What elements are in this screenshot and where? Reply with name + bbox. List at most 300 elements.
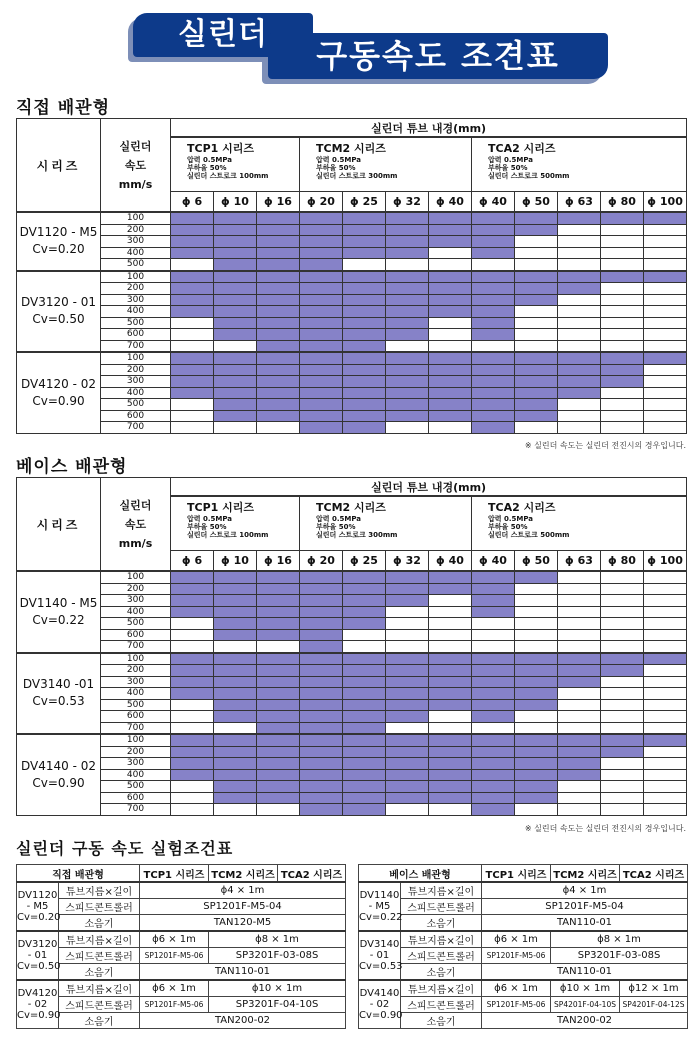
speed-value: 100 <box>101 653 171 665</box>
speed-cell-ok <box>214 606 257 618</box>
tube-size: ϕ12 × 1m <box>620 980 688 997</box>
speed-value: 300 <box>101 294 171 306</box>
speed-row <box>17 665 687 677</box>
speed-cell-ok <box>601 746 644 758</box>
speed-row <box>17 283 687 295</box>
speed-cell-ok <box>343 571 386 583</box>
speed-cell-empty <box>558 699 601 711</box>
group-pressure: 압력 0.5MPa <box>316 515 361 523</box>
test-valve-line: DV3120 <box>17 939 58 950</box>
speed-cell-empty <box>644 387 687 399</box>
speed-cell-ok <box>644 653 687 665</box>
series-group-0 <box>171 137 300 192</box>
speed-cell-empty <box>601 722 644 734</box>
series-group-1 <box>300 496 472 551</box>
speed-header-line: 실린더 <box>119 139 152 153</box>
speed-cell-ok <box>386 699 429 711</box>
test-condition-label: 튜브지름×길이 <box>401 882 482 899</box>
speed-cell-ok <box>343 699 386 711</box>
speed-header-line: 속도 <box>124 158 147 172</box>
speed-cell-ok <box>214 653 257 665</box>
speed-cell-ok <box>300 629 343 641</box>
speed-cell-ok <box>300 212 343 224</box>
speed-row <box>17 769 687 781</box>
group-load: 부하율 50% <box>488 164 528 172</box>
speed-cell-ok <box>171 688 214 700</box>
series-group-1 <box>300 137 472 192</box>
speed-value: 200 <box>101 746 171 758</box>
speed-cell-ok <box>171 352 214 364</box>
tube-size: ϕ10 × 1m <box>551 980 620 997</box>
bore-0: ϕ 6 <box>171 192 214 213</box>
speed-cell-ok <box>472 294 515 306</box>
speed-cell-empty <box>214 422 257 434</box>
speed-cell-empty <box>601 340 644 352</box>
speed-cell-ok <box>429 734 472 746</box>
speed-cell-ok <box>343 595 386 607</box>
valve-model <box>17 352 101 433</box>
speed-cell-ok <box>300 618 343 630</box>
speed-cell-ok <box>429 410 472 422</box>
speed-cell-empty <box>558 641 601 653</box>
speed-cell-empty <box>472 629 515 641</box>
test-valve-model <box>17 882 59 931</box>
speed-value: 200 <box>101 224 171 236</box>
valve-name: DV3120 - 01 <box>20 295 96 310</box>
speed-cell-ok <box>257 571 300 583</box>
speed-row <box>17 711 687 723</box>
speed-row <box>17 236 687 248</box>
speed-cell-ok <box>429 212 472 224</box>
speed-cell-ok <box>171 769 214 781</box>
speed-header-line: mm/s <box>118 536 153 550</box>
group-load: 부하율 50% <box>316 164 356 172</box>
speed-cell-ok <box>214 734 257 746</box>
speed-cell-ok <box>257 259 300 271</box>
valve-name: DV4120 - 02 <box>20 376 96 391</box>
banner-title-line1: 실린더 <box>178 17 268 52</box>
test-valve-line: - 02 <box>369 999 390 1010</box>
test-section-title: 실린더 구동 속도 실험조건표 <box>16 839 234 858</box>
speed-cell-ok <box>601 653 644 665</box>
speed-cell-empty <box>171 699 214 711</box>
speed-row <box>17 329 687 341</box>
speed-cell-ok <box>343 352 386 364</box>
speed-cell-empty <box>558 294 601 306</box>
speed-cell-empty <box>558 781 601 793</box>
group-pressure: 압력 0.5MPa <box>488 156 533 164</box>
speed-cell-ok <box>171 306 214 318</box>
speed-cell-ok <box>472 606 515 618</box>
speed-cell-empty <box>558 804 601 816</box>
speed-cell-empty <box>644 376 687 388</box>
speed-cell-empty <box>644 247 687 259</box>
speed-cell-ok <box>257 212 300 224</box>
speed-row <box>17 259 687 271</box>
speed-cell-ok <box>515 224 558 236</box>
group-stroke: 실린더 스트로크 500mm <box>488 172 570 180</box>
test-condition-label: 스피드콘트롤러 <box>59 997 140 1013</box>
speed-cell-ok <box>472 571 515 583</box>
test-row <box>17 964 346 981</box>
speed-value: 500 <box>101 259 171 271</box>
speed-cell-ok <box>257 618 300 630</box>
speed-cell-ok <box>214 676 257 688</box>
tube-size: ϕ6 × 1m <box>140 980 209 997</box>
speed-value: 300 <box>101 758 171 770</box>
speed-cell-ok <box>300 606 343 618</box>
test-table-direct <box>16 864 346 1029</box>
speed-cell-empty <box>429 317 472 329</box>
speed-cell-empty <box>601 283 644 295</box>
speed-row <box>17 212 687 224</box>
speed-cell-ok <box>214 294 257 306</box>
speed-cell-empty <box>558 688 601 700</box>
speed-cell-ok <box>257 734 300 746</box>
speed-cell-empty <box>472 618 515 630</box>
speed-cell-ok <box>257 676 300 688</box>
speed-cell-ok <box>429 376 472 388</box>
speed-cell-ok <box>644 212 687 224</box>
speed-cell-ok <box>214 758 257 770</box>
series-header: 시리즈 <box>17 119 101 213</box>
speed-value: 300 <box>101 376 171 388</box>
group-stroke: 실린더 스트로크 100mm <box>187 172 269 180</box>
speed-cell-empty <box>171 629 214 641</box>
speed-cell-ok <box>515 410 558 422</box>
speed-row <box>17 618 687 630</box>
speed-cell-ok <box>343 676 386 688</box>
speed-value: 400 <box>101 769 171 781</box>
speed-value: 100 <box>101 352 171 364</box>
bore-10: ϕ 80 <box>601 192 644 213</box>
group-pressure: 압력 0.5MPa <box>187 515 232 523</box>
speed-cell-ok <box>386 236 429 248</box>
group-stroke: 실린더 스트로크 300mm <box>316 531 398 539</box>
speed-cell-ok <box>558 364 601 376</box>
bore-7: ϕ 40 <box>472 551 515 572</box>
speed-cell-ok <box>257 340 300 352</box>
speed-cell-ok <box>171 653 214 665</box>
speed-cell-ok <box>386 781 429 793</box>
bore-0: ϕ 6 <box>171 551 214 572</box>
speed-cell-empty <box>214 804 257 816</box>
bore-1: ϕ 10 <box>214 551 257 572</box>
speed-cell-ok <box>472 387 515 399</box>
speed-cell-ok <box>472 595 515 607</box>
valve-model <box>17 212 101 271</box>
speed-cell-ok <box>472 364 515 376</box>
speed-cell-ok <box>515 792 558 804</box>
speed-cell-ok <box>429 236 472 248</box>
speed-cell-empty <box>644 236 687 248</box>
speed-cell-ok <box>472 317 515 329</box>
speed-controller: SP1201F-M5-04 <box>482 899 688 915</box>
valve-model <box>17 271 101 353</box>
speed-cell-ok <box>171 734 214 746</box>
speed-cell-ok <box>214 317 257 329</box>
speed-cell-ok <box>300 399 343 411</box>
speed-cell-ok <box>343 364 386 376</box>
test-valve-line: Cv=0.90 <box>359 1010 403 1021</box>
speed-cell-ok <box>472 306 515 318</box>
test-row <box>359 915 688 932</box>
speed-value: 700 <box>101 340 171 352</box>
speed-cell-empty <box>558 317 601 329</box>
speed-cell-ok <box>429 653 472 665</box>
speed-cell-empty <box>429 711 472 723</box>
speed-row <box>17 688 687 700</box>
speed-cell-ok <box>472 781 515 793</box>
group-stroke: 실린더 스트로크 500mm <box>488 531 570 539</box>
bore-5: ϕ 32 <box>386 551 429 572</box>
series-group-2 <box>472 496 687 551</box>
speed-cell-ok <box>429 665 472 677</box>
speed-cell-ok <box>343 283 386 295</box>
speed-cell-empty <box>601 410 644 422</box>
series-group-2 <box>472 137 687 192</box>
test-header-row <box>359 865 688 883</box>
test-valve-line: - M5 <box>368 901 391 912</box>
test-valve-line: Cv=0.90 <box>17 1010 61 1021</box>
speed-cell-ok <box>171 271 214 283</box>
speed-cell-empty <box>644 595 687 607</box>
speed-value: 400 <box>101 247 171 259</box>
speed-cell-empty <box>558 399 601 411</box>
speed-cell-ok <box>515 699 558 711</box>
speed-cell-ok <box>257 247 300 259</box>
tube-size: ϕ8 × 1m <box>551 931 688 948</box>
bore-4: ϕ 25 <box>343 551 386 572</box>
test-type-header: 베이스 배관형 <box>359 865 482 883</box>
speed-cell-ok <box>300 699 343 711</box>
speed-cell-ok <box>472 399 515 411</box>
speed-value: 600 <box>101 410 171 422</box>
muffler: TAN110-01 <box>482 915 688 932</box>
speed-cell-ok <box>343 804 386 816</box>
speed-header <box>101 478 171 572</box>
speed-cell-ok <box>300 329 343 341</box>
test-col-header: TCM2 시리즈 <box>209 865 278 883</box>
speed-cell-ok <box>558 734 601 746</box>
speed-cell-ok <box>601 665 644 677</box>
speed-cell-ok <box>472 422 515 434</box>
speed-cell-empty <box>644 746 687 758</box>
speed-row <box>17 641 687 653</box>
speed-value: 600 <box>101 792 171 804</box>
speed-cell-ok <box>558 387 601 399</box>
speed-cell-ok <box>472 688 515 700</box>
speed-cell-empty <box>171 781 214 793</box>
speed-cell-ok <box>214 688 257 700</box>
speed-cell-empty <box>601 804 644 816</box>
test-col-header: TCP1 시리즈 <box>482 865 551 883</box>
test-valve-line: Cv=0.20 <box>17 912 61 923</box>
speed-cell-ok <box>343 294 386 306</box>
speed-cell-empty <box>171 618 214 630</box>
bore-9: ϕ 63 <box>558 551 601 572</box>
speed-cell-ok <box>558 352 601 364</box>
speed-cell-ok <box>300 665 343 677</box>
speed-cell-ok <box>429 699 472 711</box>
speed-value: 300 <box>101 236 171 248</box>
speed-cell-empty <box>558 247 601 259</box>
speed-cell-ok <box>601 352 644 364</box>
speed-cell-ok <box>515 746 558 758</box>
speed-header-line: 실린더 <box>119 498 152 512</box>
speed-cell-ok <box>300 758 343 770</box>
speed-cell-ok <box>300 410 343 422</box>
speed-cell-empty <box>515 329 558 341</box>
speed-cell-empty <box>171 711 214 723</box>
speed-cell-ok <box>386 758 429 770</box>
speed-cell-empty <box>558 792 601 804</box>
speed-cell-ok <box>343 212 386 224</box>
speed-cell-ok <box>343 758 386 770</box>
speed-cell-ok <box>343 665 386 677</box>
speed-cell-empty <box>601 641 644 653</box>
speed-cell-empty <box>644 629 687 641</box>
test-col-header: TCP1 시리즈 <box>140 865 209 883</box>
test-type-header: 직접 배관형 <box>17 865 140 883</box>
speed-cell-empty <box>558 236 601 248</box>
speed-cell-ok <box>257 746 300 758</box>
speed-cell-ok <box>214 699 257 711</box>
speed-row <box>17 387 687 399</box>
speed-cell-empty <box>515 236 558 248</box>
speed-value: 200 <box>101 364 171 376</box>
speed-cell-ok <box>558 746 601 758</box>
speed-cell-ok <box>300 641 343 653</box>
valve-model <box>17 734 101 815</box>
speed-cell-ok <box>429 571 472 583</box>
speed-cell-empty <box>558 306 601 318</box>
speed-cell-ok <box>300 376 343 388</box>
speed-value: 400 <box>101 688 171 700</box>
speed-value: 500 <box>101 399 171 411</box>
test-valve-model <box>359 931 401 980</box>
speed-cell-ok <box>386 376 429 388</box>
speed-cell-ok <box>300 364 343 376</box>
test-row <box>359 948 688 964</box>
banner-title-line2: 구동속도 조견표 <box>316 37 560 75</box>
speed-cell-empty <box>429 641 472 653</box>
base-note: ※ 실린더 속도는 실린더 전진시의 경우입니다. <box>524 824 686 833</box>
speed-cell-ok <box>300 422 343 434</box>
valve-cv: Cv=0.90 <box>32 393 85 408</box>
speed-cell-ok <box>386 329 429 341</box>
bore-6: ϕ 40 <box>429 551 472 572</box>
tube-size: ϕ4 × 1m <box>140 882 346 899</box>
speed-cell-ok <box>214 769 257 781</box>
speed-cell-ok <box>386 792 429 804</box>
test-condition-label: 스피드콘트롤러 <box>401 899 482 915</box>
speed-cell-empty <box>386 259 429 271</box>
speed-cell-ok <box>472 746 515 758</box>
speed-cell-empty <box>386 340 429 352</box>
speed-cell-ok <box>257 606 300 618</box>
speed-cell-empty <box>601 236 644 248</box>
speed-cell-empty <box>601 422 644 434</box>
speed-cell-ok <box>644 271 687 283</box>
speed-cell-empty <box>171 422 214 434</box>
speed-cell-empty <box>171 792 214 804</box>
speed-cell-empty <box>343 259 386 271</box>
speed-cell-empty <box>386 618 429 630</box>
speed-row <box>17 340 687 352</box>
speed-cell-empty <box>386 629 429 641</box>
speed-cell-ok <box>300 676 343 688</box>
speed-cell-empty <box>171 259 214 271</box>
speed-value: 400 <box>101 306 171 318</box>
speed-cell-ok <box>300 734 343 746</box>
speed-cell-ok <box>343 746 386 758</box>
speed-cell-ok <box>386 224 429 236</box>
speed-cell-ok <box>214 583 257 595</box>
bore-1: ϕ 10 <box>214 192 257 213</box>
speed-cell-ok <box>300 804 343 816</box>
speed-value: 500 <box>101 699 171 711</box>
speed-cell-ok <box>214 236 257 248</box>
speed-controller: SP1201F-M5-06 <box>482 948 551 964</box>
speed-value: 400 <box>101 387 171 399</box>
speed-cell-ok <box>171 364 214 376</box>
speed-cell-ok <box>257 758 300 770</box>
speed-cell-empty <box>601 606 644 618</box>
speed-cell-ok <box>472 583 515 595</box>
speed-cell-ok <box>515 758 558 770</box>
speed-cell-ok <box>386 746 429 758</box>
test-condition-label: 튜브지름×길이 <box>401 931 482 948</box>
speed-cell-empty <box>644 792 687 804</box>
speed-cell-ok <box>429 283 472 295</box>
speed-cell-empty <box>171 804 214 816</box>
speed-cell-ok <box>386 688 429 700</box>
valve-cv: Cv=0.20 <box>32 242 85 257</box>
speed-cell-ok <box>386 676 429 688</box>
speed-cell-ok <box>343 606 386 618</box>
speed-cell-ok <box>300 571 343 583</box>
speed-cell-empty <box>644 294 687 306</box>
bore-9: ϕ 63 <box>558 192 601 213</box>
valve-cv: Cv=0.90 <box>32 775 85 790</box>
test-condition-label: 소음기 <box>59 964 140 981</box>
speed-cell-ok <box>300 306 343 318</box>
test-valve-line: DV4120 <box>17 988 58 999</box>
speed-cell-ok <box>343 224 386 236</box>
speed-cell-empty <box>644 340 687 352</box>
speed-controller: SP3201F-03-08S <box>551 948 688 964</box>
speed-cell-empty <box>515 722 558 734</box>
speed-cell-empty <box>515 641 558 653</box>
speed-controller: SP4201F-04-12S <box>620 997 688 1013</box>
speed-cell-ok <box>257 317 300 329</box>
group-load: 부하율 50% <box>187 523 227 531</box>
speed-cell-ok <box>472 352 515 364</box>
speed-cell-ok <box>429 583 472 595</box>
speed-cell-ok <box>300 317 343 329</box>
speed-cell-ok <box>515 399 558 411</box>
speed-cell-empty <box>601 618 644 630</box>
speed-cell-empty <box>644 422 687 434</box>
speed-cell-empty <box>257 804 300 816</box>
muffler: TAN200-02 <box>140 1013 346 1029</box>
speed-cell-ok <box>472 224 515 236</box>
test-valve-line: DV3140 <box>359 939 400 950</box>
speed-cell-ok <box>171 583 214 595</box>
speed-cell-empty <box>601 688 644 700</box>
test-condition-label: 튜브지름×길이 <box>59 931 140 948</box>
